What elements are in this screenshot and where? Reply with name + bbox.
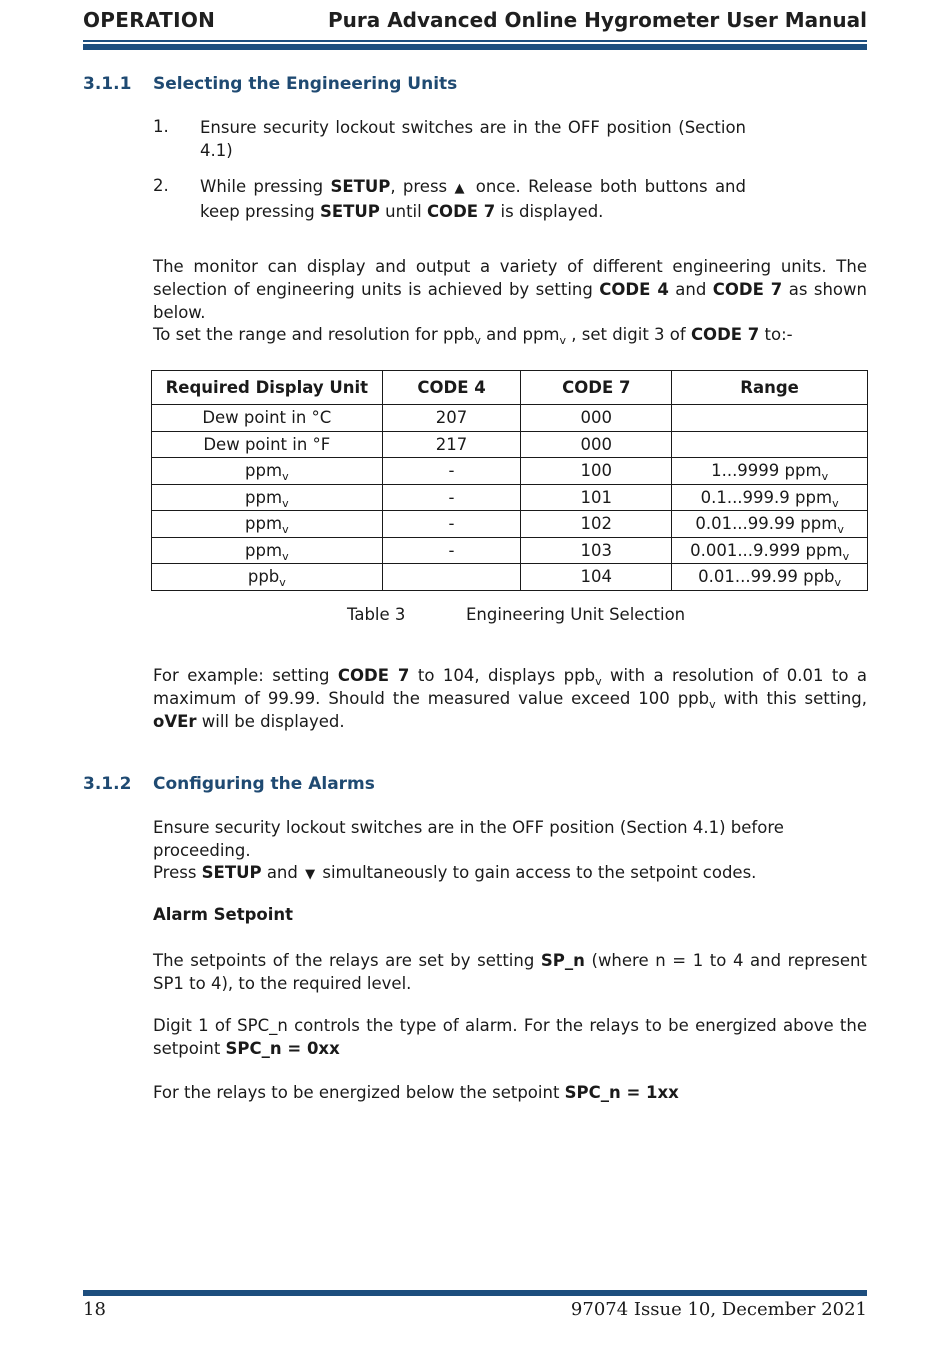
page-number: 18	[83, 1299, 106, 1320]
example-paragraph: For example: setting CODE 7 to 104, displays ppb$_v$ with a resolution of 0.01 to a maximum of 99.99. Should the measured value exceed 100 ppb$_v$ with this setting, oVEr will be displayed.	[153, 666, 868, 731]
range-cell	[672, 405, 868, 432]
table-row	[152, 484, 868, 511]
unit-cell: Dew point in °C	[152, 405, 383, 432]
body-paragraph: Digit 1 of SPC_n controls the type of alarm. For the relays to be energized above the setpoint SPC_n = 0xx	[153, 1016, 867, 1058]
body-paragraph: Press SETUP and ▼ simultaneously to gain access to the setpoint codes.	[153, 861, 867, 886]
column-header: CODE 4	[382, 371, 521, 405]
table-row	[152, 537, 868, 564]
section-number: 3.1.1	[83, 74, 132, 94]
header-section-label: OPERATION	[83, 8, 216, 32]
code7-cell: 102	[521, 511, 672, 538]
down-arrow-icon: ▼	[305, 867, 316, 882]
code7-cell: 101	[521, 484, 672, 511]
body-paragraph: To set the range and resolution for ppb$_v$ and ppm$_v$ , set digit 3 of CODE 7 to:-	[153, 325, 793, 347]
code4-cell: 217	[382, 431, 521, 458]
table-caption-text: Engineering Unit Selection	[466, 605, 686, 624]
code7-cell: 104	[521, 564, 672, 591]
unit-cell: ppm$_v$	[152, 537, 383, 564]
header-manual-title: Pura Advanced Online Hygrometer User Manual	[327, 8, 867, 32]
code4-cell	[382, 564, 521, 591]
step-text: While pressing SETUP, press ▲ once. Release both buttons and keep pressing SETUP until CODE 7 is displayed.	[200, 177, 746, 221]
document-issue: 97074 Issue 10, December 2021	[570, 1299, 867, 1320]
range-cell: 0.01...99.99 ppm$_v$	[672, 511, 868, 538]
code7-cell: 000	[521, 405, 672, 432]
header-rule-thick	[83, 44, 867, 50]
unit-cell: Dew point in °F	[152, 431, 383, 458]
step-number: 1.	[153, 117, 169, 136]
header-rule-thin	[83, 40, 867, 42]
up-arrow-icon: ▲	[454, 181, 465, 196]
range-cell: 0.01...99.99 ppb$_v$	[672, 564, 868, 591]
footer-rule	[83, 1290, 867, 1296]
engineering-units-table	[151, 370, 868, 591]
table-row	[152, 458, 868, 485]
section-title: Selecting the Engineering Units	[153, 74, 458, 94]
unit-cell: ppm$_v$	[152, 484, 383, 511]
unit-cell: ppb$_v$	[152, 564, 383, 591]
body-paragraph: For the relays to be energized below the setpoint SPC_n = 1xx	[153, 1083, 679, 1102]
column-header: Required Display Unit	[152, 371, 383, 405]
body-paragraph: The setpoints of the relays are set by setting SP_n (where n = 1 to 4 and represent SP1 to 4), to the required level.	[153, 951, 867, 993]
body-paragraph: The monitor can display and output a variety of different engineering units. The selection of engineering units is achieved by setting CODE 4 and CODE 7 as shown below.	[153, 257, 867, 322]
section-title: Configuring the Alarms	[153, 774, 375, 794]
table-header-row	[152, 371, 868, 405]
table-row	[152, 511, 868, 538]
body-paragraph: Ensure security lockout switches are in the OFF position (Section 4.1) before proceeding.	[153, 818, 784, 860]
unit-cell: ppm$_v$	[152, 458, 383, 485]
code4-cell: -	[382, 511, 521, 538]
range-cell	[672, 431, 868, 458]
column-header: CODE 7	[521, 371, 672, 405]
step-number: 2.	[153, 176, 169, 195]
code7-cell: 000	[521, 431, 672, 458]
code4-cell: -	[382, 537, 521, 564]
code4-cell: -	[382, 458, 521, 485]
table-row	[152, 564, 868, 591]
range-cell: 1...9999 ppm$_v$	[672, 458, 868, 485]
step-text: Ensure security lockout switches are in the OFF position (Section 4.1)	[200, 118, 746, 160]
alarm-setpoint-heading: Alarm Setpoint	[153, 905, 294, 924]
code4-cell: -	[382, 484, 521, 511]
table-row	[152, 431, 868, 458]
code4-cell: 207	[382, 405, 521, 432]
code7-cell: 103	[521, 537, 672, 564]
range-cell: 0.1...999.9 ppm$_v$	[672, 484, 868, 511]
range-cell: 0.001...9.999 ppm$_v$	[672, 537, 868, 564]
table-row	[152, 405, 868, 432]
table-caption-number: Table 3	[347, 605, 406, 624]
unit-cell: ppm$_v$	[152, 511, 383, 538]
section-number: 3.1.2	[83, 774, 132, 794]
column-header: Range	[672, 371, 868, 405]
code7-cell: 100	[521, 458, 672, 485]
